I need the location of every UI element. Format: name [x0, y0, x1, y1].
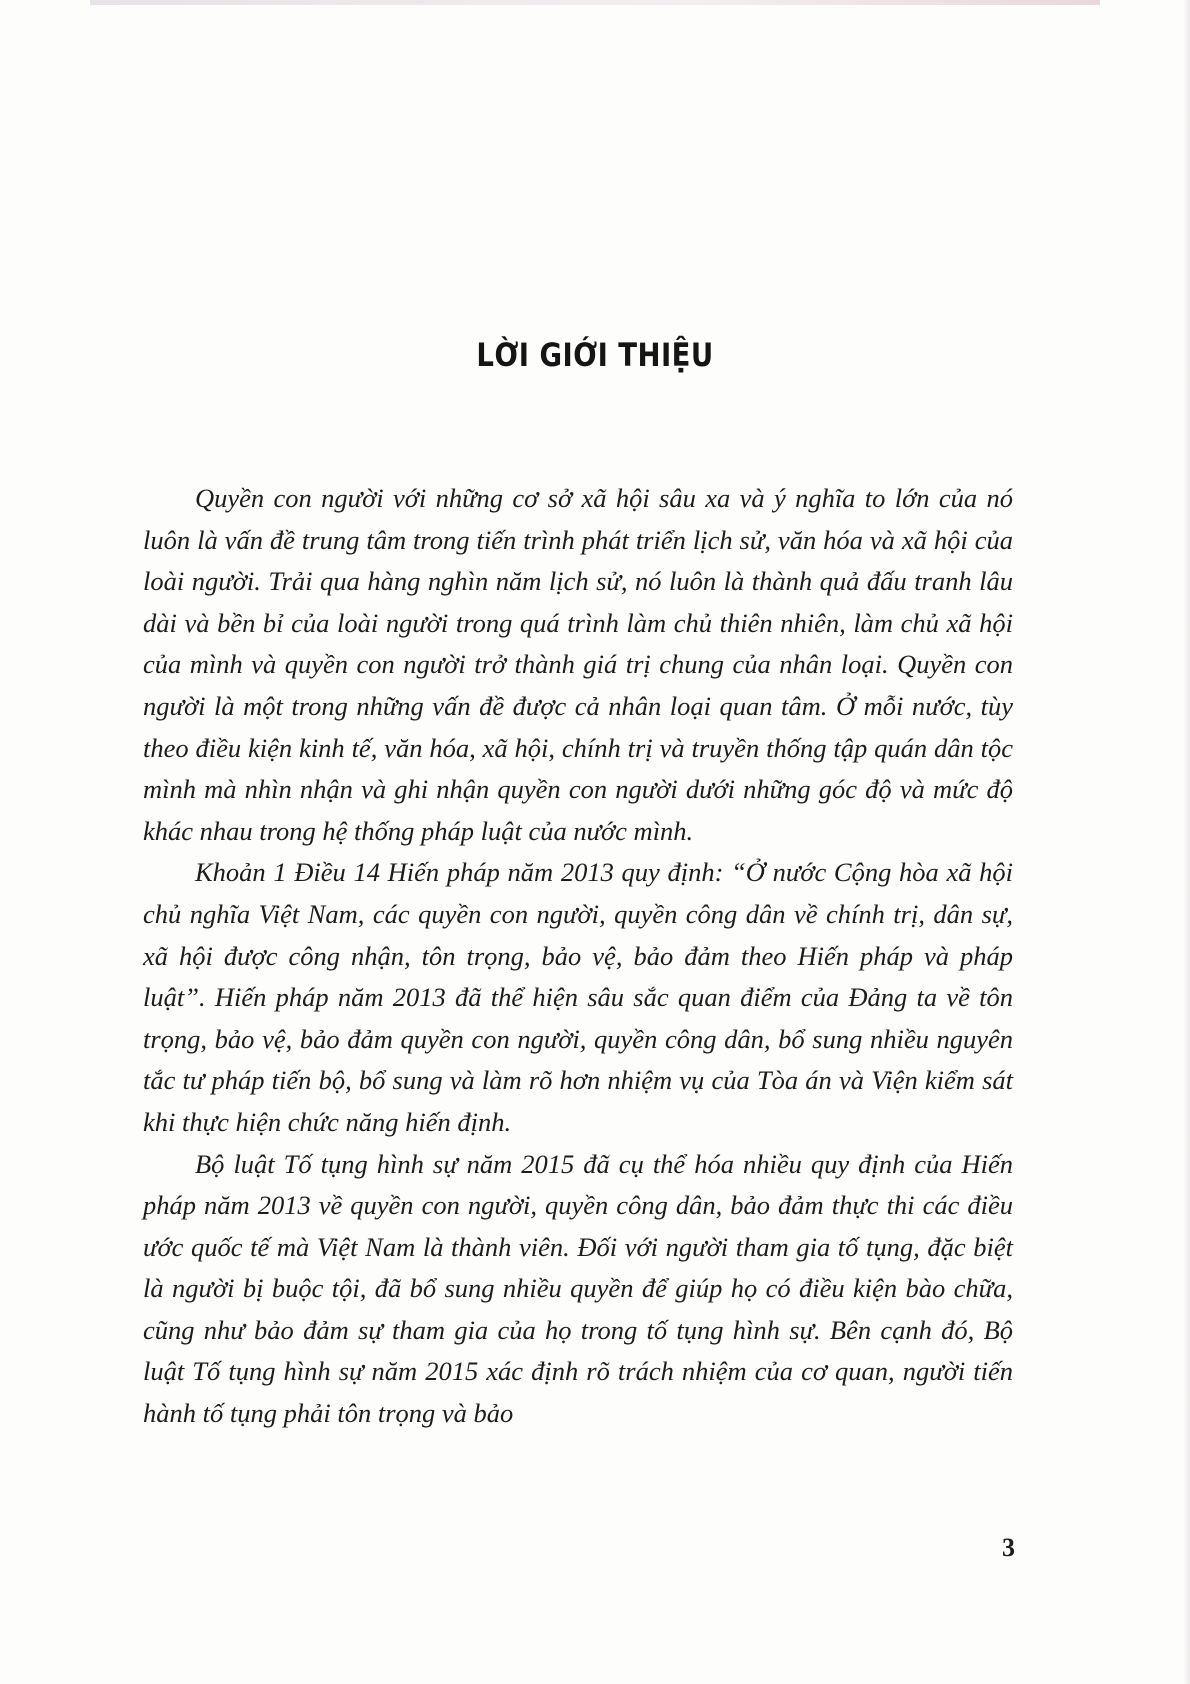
page-right-edge [1184, 0, 1190, 1684]
body-text [143, 478, 1013, 1435]
paragraph-2: Khoản 1 Điều 14 Hiến pháp năm 2013 quy định: “Ở nước Cộng hòa xã hội chủ nghĩa Việt Nam, các quyền con người, quyền công dân về chính trị, dân sự, xã hội được công nhận, tôn trọng, bảo vệ, bảo đảm theo Hiến pháp và pháp luật”. Hiến pháp năm 2013 đã thể hiện sâu sắc quan điểm của Đảng ta về tôn trọng, bảo vệ, bảo đảm quyền con người, quyền công dân, bổ sung nhiều nguyên tắc tư pháp tiến bộ, bổ sung và làm rõ hơn nhiệm vụ của Tòa án và Viện kiểm sát khi thực hiện chức năng hiến định. [143, 857, 1013, 1137]
page-number: 3 [1002, 1533, 1015, 1562]
page-top-edge [90, 0, 1100, 5]
page-title: LỜI GIỚI THIỆU [476, 336, 714, 374]
paragraph-3: Bộ luật Tố tụng hình sự năm 2015 đã cụ thể hóa nhiều quy định của Hiến pháp năm 2013 về quyền con người, quyền công dân, bảo đảm thực thi các điều ước quốc tế mà Việt Nam là thành viên. Đối với người tham gia tố tụng, đặc biệt là người bị buộc tội, đã bổ sung nhiều quyền để giúp họ có điều kiện bào chữa, cũng như bảo đảm sự tham gia của họ trong tố tụng hình sự. Bên cạnh đó, Bộ luật Tố tụng hình sự năm 2015 xác định rõ trách nhiệm của cơ quan, người tiến hành tố tụng phải tôn trọng và bảo [143, 1148, 1013, 1429]
paragraph-1: Quyền con người với những cơ sở xã hội sâu xa và ý nghĩa to lớn của nó luôn là vấn đề trung tâm trong tiến trình phát triển lịch sử, văn hóa và xã hội của loài người. Trải qua hàng nghìn năm lịch sử, nó luôn là thành quả đấu tranh lâu dài và bền bỉ của loài người trong quá trình làm chủ thiên nhiên, làm chủ xã hội của mình và quyền con người trở thành giá trị chung của nhân loại. Quyền con người là một trong những vấn đề được cả nhân loại quan tâm. Ở mỗi nước, tùy theo điều kiện kinh tế, văn hóa, xã hội, chính trị và truyền thống tập quán dân tộc mình mà nhìn nhận và ghi nhận quyền con người dưới những góc độ và mức độ khác nhau trong hệ thống pháp luật của nước mình. [143, 483, 1013, 846]
